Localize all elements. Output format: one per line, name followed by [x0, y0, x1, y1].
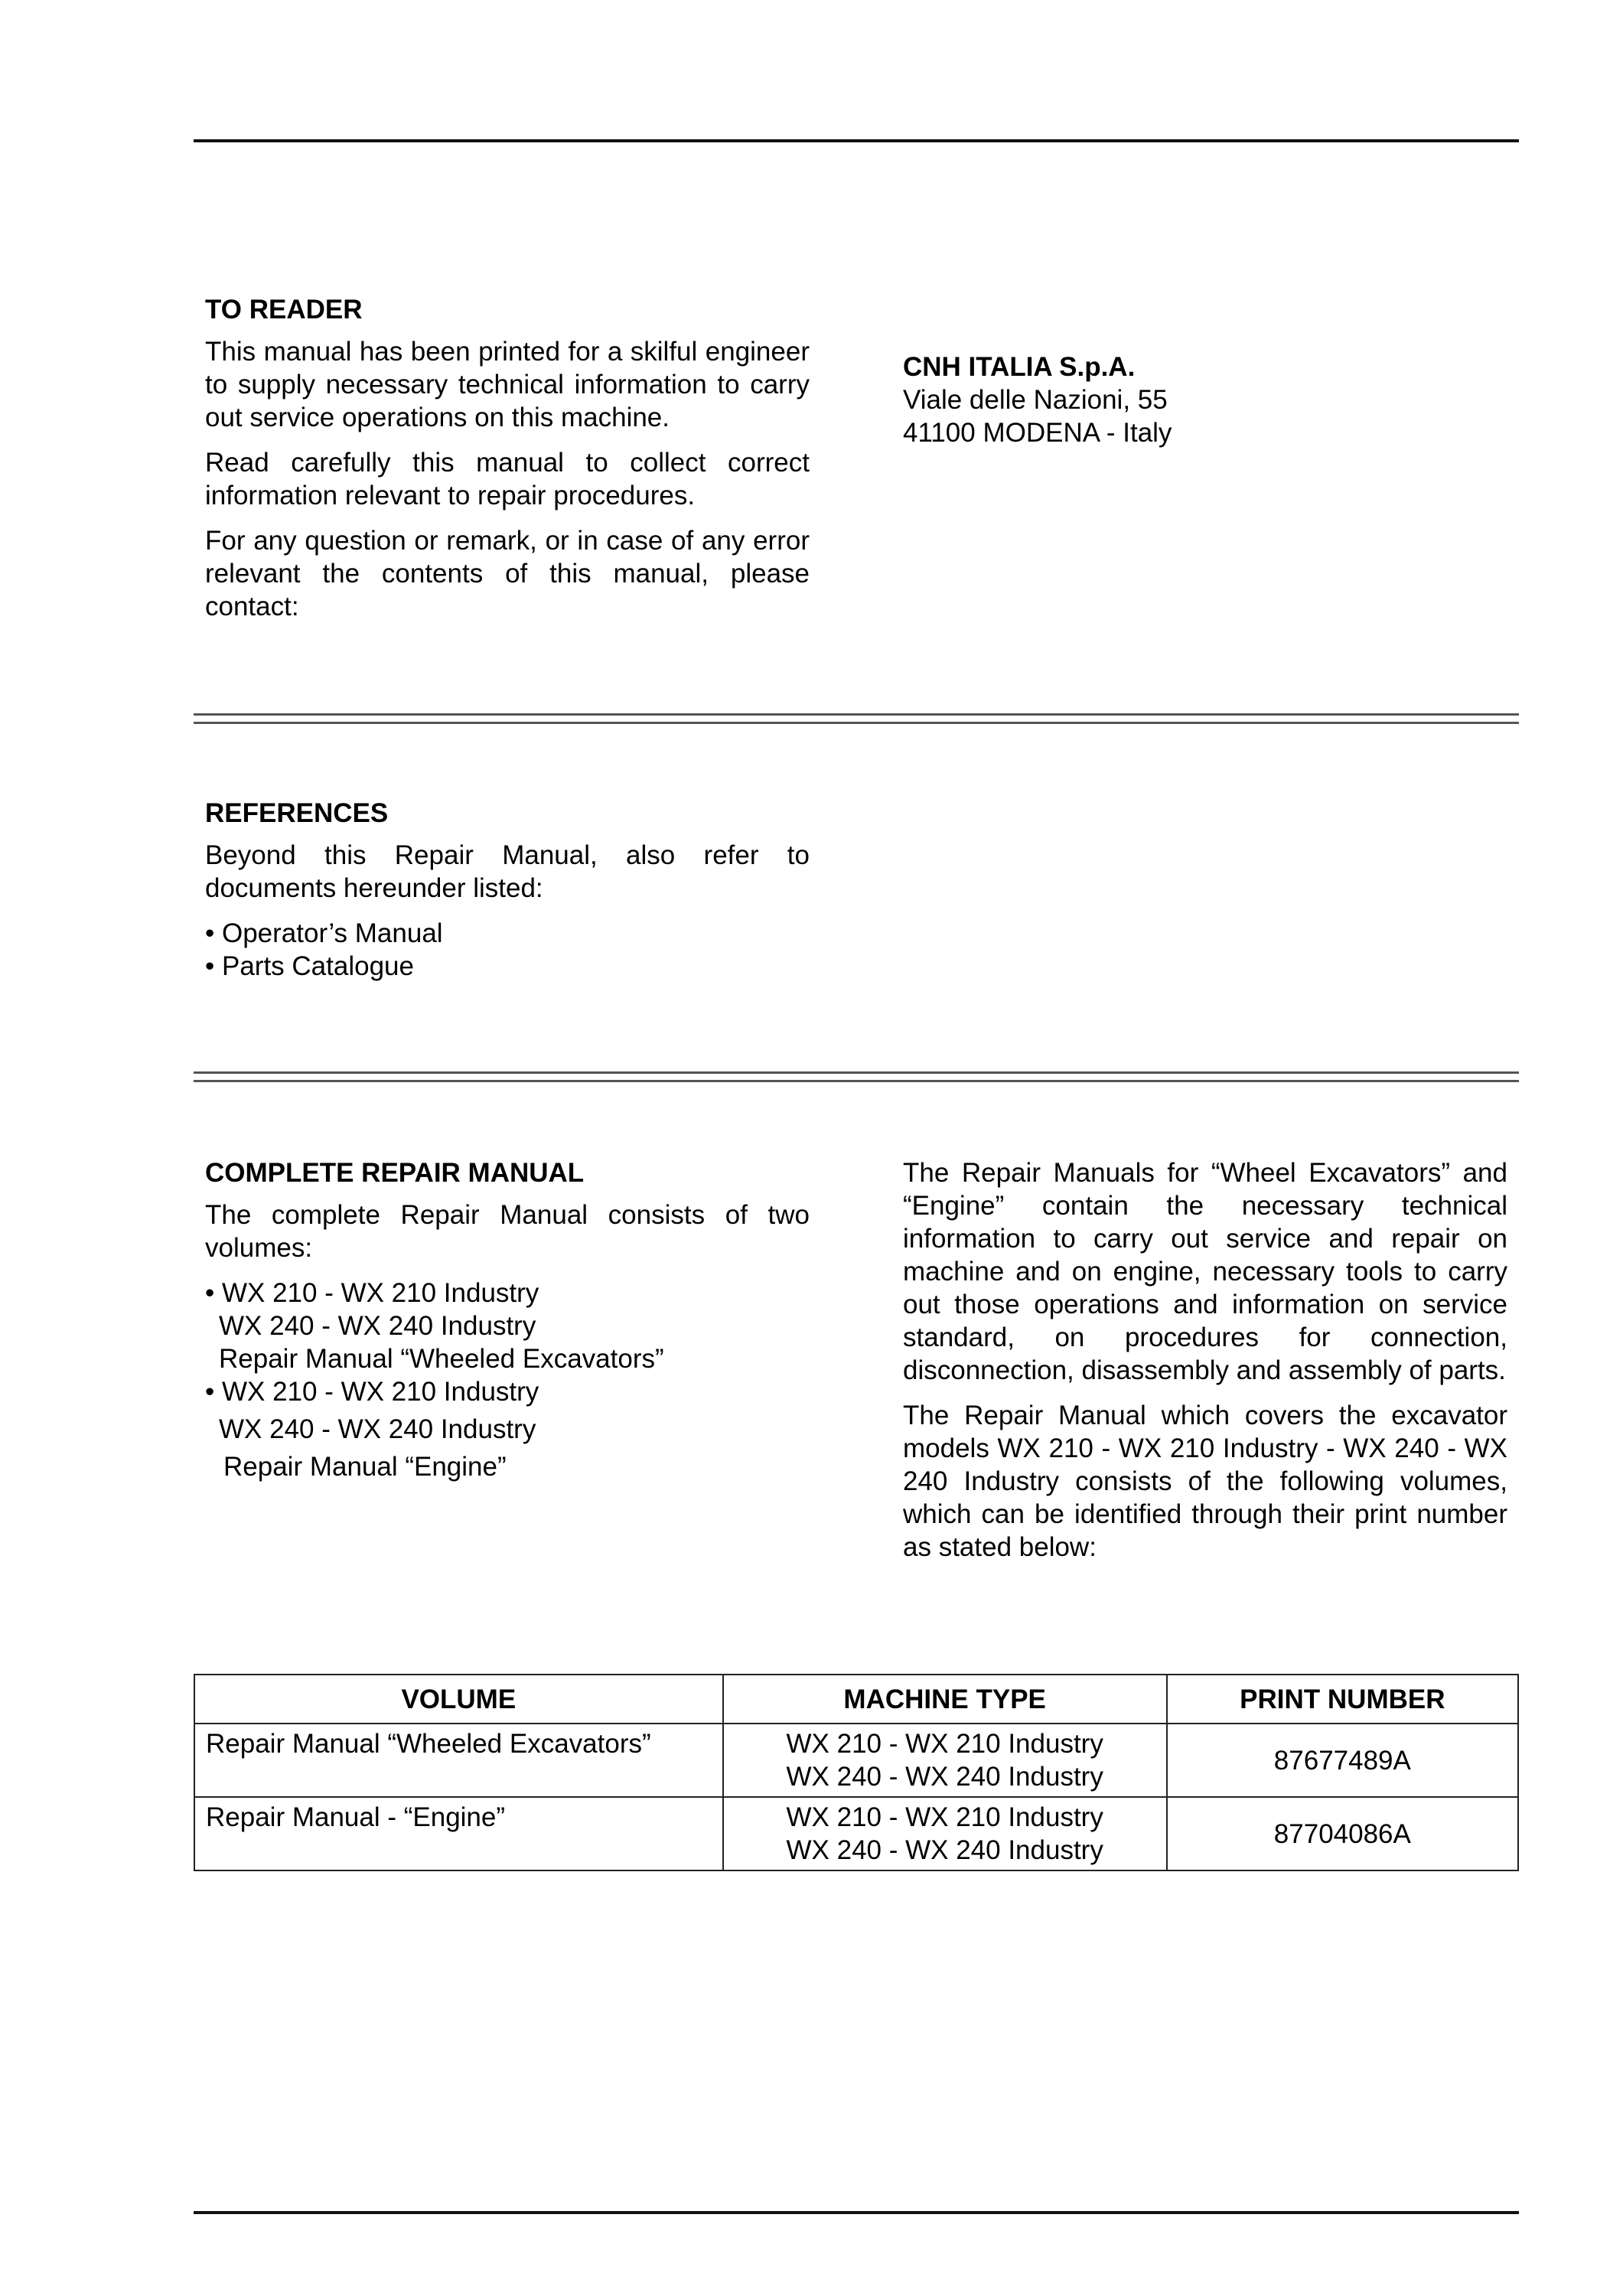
references-heading: REFERENCES [205, 798, 389, 828]
bottom-rule [194, 2211, 1519, 2214]
volumes-list-line: WX 240 - WX 240 Industry [219, 1414, 536, 1444]
header-volume: VOLUME [194, 1675, 723, 1724]
contact-city: 41100 MODENA - Italy [903, 418, 1172, 448]
references-section [205, 797, 810, 983]
table-header-row [194, 1675, 1518, 1724]
cell-print-number: 87704086A [1167, 1797, 1518, 1870]
machine-line: WX 210 - WX 210 Industry [786, 1802, 1103, 1832]
cell-machine-type [723, 1797, 1167, 1870]
volumes-table [194, 1674, 1519, 1871]
table-row [194, 1797, 1518, 1870]
section-divider-1 [194, 713, 1519, 724]
complete-repair-manual-heading: COMPLETE REPAIR MANUAL [205, 1158, 585, 1188]
to-reader-heading: TO READER [205, 295, 363, 325]
volumes-list-line: • WX 210 - WX 210 Industry [205, 1377, 539, 1407]
cell-print-number: 87677489A [1167, 1724, 1518, 1797]
description-paragraph-2: The Repair Manual which covers the excavator models WX 210 - WX 210 Industry - WX 240 - WX 240 Industry consists of the following volumes, which can be identified through their print number as stated below: [903, 1401, 1507, 1562]
references-list [205, 917, 810, 983]
volumes-list-line: Repair Manual “Wheeled Excavators” [219, 1344, 664, 1374]
to-reader-section [205, 293, 810, 635]
references-intro: Beyond this Repair Manual, also refer to documents hereunder listed: [205, 840, 810, 903]
volumes-list-line: WX 240 - WX 240 Industry [219, 1311, 536, 1341]
machine-line: WX 210 - WX 210 Industry [786, 1729, 1103, 1759]
section-divider-2 [194, 1071, 1519, 1082]
header-machine-type: MACHINE TYPE [723, 1675, 1167, 1724]
machine-line: WX 240 - WX 240 Industry [786, 1835, 1103, 1865]
complete-repair-manual-section [205, 1156, 810, 1483]
cell-volume: Repair Manual “Wheeled Excavators” [194, 1724, 723, 1797]
to-reader-paragraph-1: This manual has been printed for a skilful engineer to supply necessary technical information to carry out service operations on this machine. [205, 337, 810, 432]
contact-address [903, 351, 1507, 449]
complete-repair-manual-description [903, 1156, 1507, 1576]
description-paragraph-1: The Repair Manuals for “Wheel Excavators” and “Engine” contain the necessary technical information to carry out service and repair on machine and on engine, necessary tools to carry out those operations and information on service standard, on procedures for connection, disconnection, disassembly and assembly of parts. [903, 1158, 1507, 1385]
cell-volume: Repair Manual - “Engine” [194, 1797, 723, 1870]
to-reader-paragraph-2: Read carefully this manual to collect correct information relevant to repair procedures. [205, 448, 810, 510]
volumes-list [205, 1277, 810, 1483]
machine-line: WX 240 - WX 240 Industry [786, 1762, 1103, 1792]
contact-street: Viale delle Nazioni, 55 [903, 385, 1168, 415]
volumes-list-line: Repair Manual “Engine” [223, 1452, 507, 1482]
references-item-operators-manual: • Operator’s Manual [205, 918, 443, 948]
volumes-list-line: • WX 210 - WX 210 Industry [205, 1278, 539, 1308]
references-item-parts-catalogue: • Parts Catalogue [205, 951, 414, 981]
cell-machine-type [723, 1724, 1167, 1797]
top-rule [194, 139, 1519, 142]
contact-company: CNH ITALIA S.p.A. [903, 352, 1136, 382]
table-row [194, 1724, 1518, 1797]
complete-repair-manual-intro: The complete Repair Manual consists of two volumes: [205, 1200, 810, 1263]
header-print-number: PRINT NUMBER [1167, 1675, 1518, 1724]
to-reader-paragraph-3: For any question or remark, or in case of any error relevant the contents of this manual, please contact: [205, 526, 810, 621]
